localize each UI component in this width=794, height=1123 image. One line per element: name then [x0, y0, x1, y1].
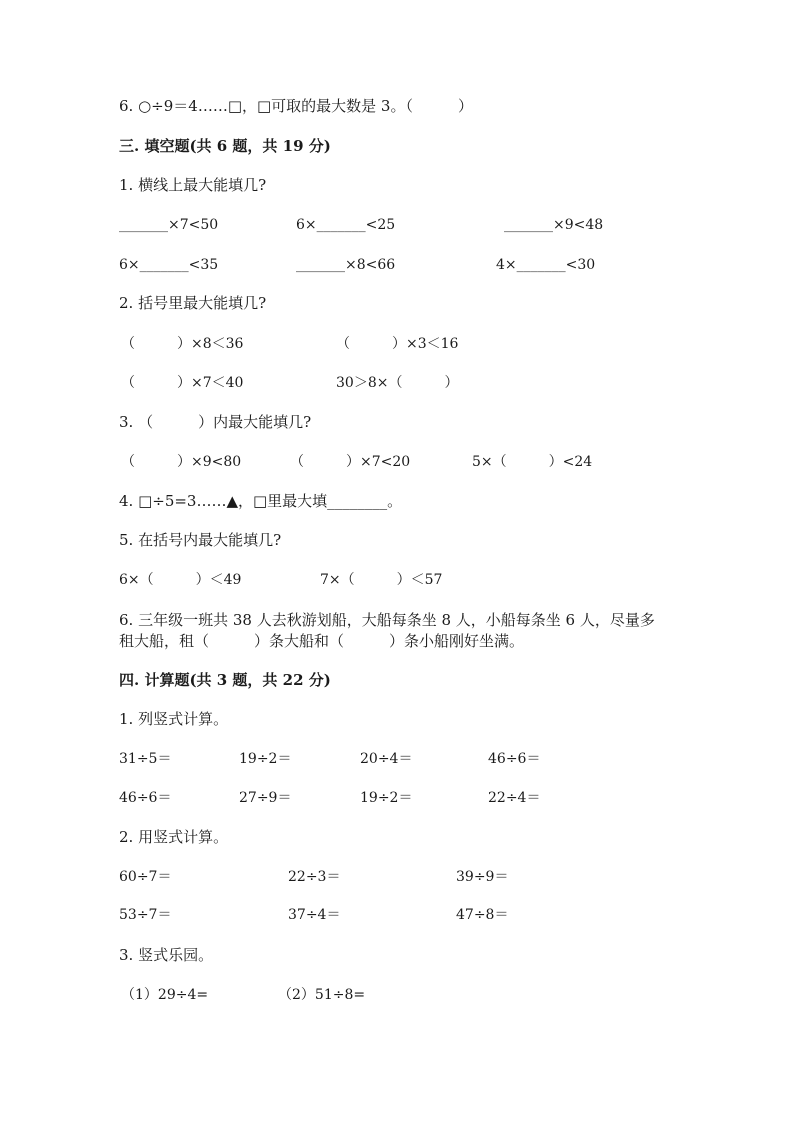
fill-q5-item: 7×（ ）＜57: [320, 572, 443, 588]
calc-q2-item: 37÷4＝: [288, 907, 341, 923]
fill-q2-item: （ ）×7＜40: [121, 375, 244, 391]
calc-q1-item: 46÷6＝: [488, 751, 541, 767]
judge-question-6: 6. ○÷9＝4……□，□可取的最大数是 3。（ ）: [119, 97, 473, 115]
calc-q3-item: （2）51÷8=: [278, 987, 366, 1003]
calc-q1-item: 27÷9＝: [239, 790, 292, 806]
fill-q2-item: （ ）×3＜16: [336, 336, 459, 352]
calc-q1-item: 19÷2＝: [239, 751, 292, 767]
fill-q2-item: （ ）×8＜36: [121, 336, 244, 352]
fill-q1-item: _______×8<66: [296, 257, 396, 273]
fill-q5-item: 6×（ ）＜49: [119, 572, 242, 588]
fill-q2-item: 30＞8×（ ）: [336, 375, 459, 391]
fill-question-6-line1: 6. 三年级一班共 38 人去秋游划船，大船每条坐 8 人，小船每条坐 6 人，尽量多: [119, 611, 655, 629]
calc-q2-item: 22÷3＝: [288, 869, 341, 885]
calc-q1-item: 20÷4＝: [360, 751, 413, 767]
calc-q1-item: 19÷2＝: [360, 790, 413, 806]
fill-q3-item: （ ）×9<80: [121, 454, 242, 470]
calc-q2-item: 39÷9＝: [456, 869, 509, 885]
calc-q1-item: 22÷4＝: [488, 790, 541, 806]
fill-question-3-title: 3. （ ）内最大能填几?: [119, 413, 312, 431]
calc-q2-item: 60÷7＝: [119, 869, 172, 885]
section-3-title: 三. 填空题(共 6 题，共 19 分): [119, 137, 331, 155]
fill-question-6-line2: 租大船，租（ ）条大船和（ ）条小船刚好坐满。: [119, 632, 525, 650]
fill-q1-item: _______×7<50: [119, 217, 219, 233]
calc-q1-item: 46÷6＝: [119, 790, 172, 806]
fill-question-4: 4. □÷5=3……▲，□里最大填________。: [119, 492, 403, 510]
fill-q1-item: 6×_______<25: [296, 217, 396, 233]
fill-q3-item: （ ）×7<20: [290, 454, 411, 470]
calc-q2-item: 53÷7＝: [119, 907, 172, 923]
calc-q1-item: 31÷5＝: [119, 751, 172, 767]
fill-q1-item: 6×_______<35: [119, 257, 219, 273]
fill-question-1-title: 1. 横线上最大能填几?: [119, 176, 267, 194]
calc-question-1-title: 1. 列竖式计算。: [119, 710, 229, 728]
section-4-title: 四. 计算题(共 3 题，共 22 分): [119, 671, 331, 689]
fill-question-5-title: 5. 在括号内最大能填几?: [119, 531, 282, 549]
calc-q3-item: （1）29÷4=: [121, 987, 209, 1003]
fill-q1-item: 4×_______<30: [496, 257, 596, 273]
fill-question-2-title: 2. 括号里最大能填几?: [119, 294, 267, 312]
fill-q1-item: _______×9<48: [504, 217, 604, 233]
fill-q3-item: 5×（ ）<24: [472, 454, 593, 470]
calc-question-2-title: 2. 用竖式计算。: [119, 828, 229, 846]
calc-q2-item: 47÷8＝: [456, 907, 509, 923]
calc-question-3-title: 3. 竖式乐园。: [119, 946, 214, 964]
